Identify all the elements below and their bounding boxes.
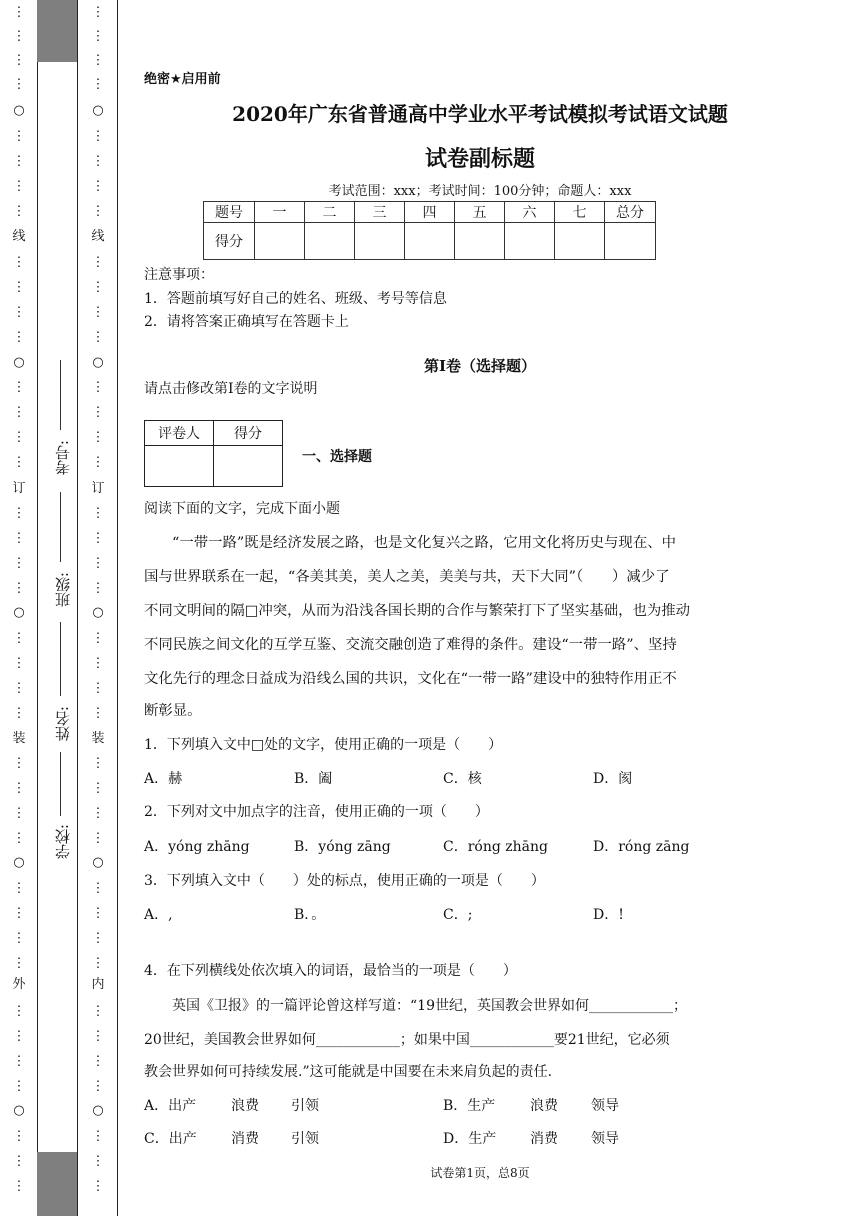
- page-footer: 试卷第1页，总8页: [430, 1166, 530, 1180]
- score-table-col: 二: [305, 202, 355, 223]
- seal-label-ding: 订: [91, 481, 105, 496]
- option-word: 领导: [591, 1131, 619, 1147]
- seal-dots: ⋮: [91, 531, 105, 546]
- seal-dots: ⋮: [91, 305, 105, 320]
- seal-label-line: 线: [91, 229, 105, 244]
- notes-item: 2．请将答案正确填写在答题卡上: [144, 314, 349, 330]
- seal-dots: ⋮: [12, 956, 26, 971]
- seal-dots: ⋮: [12, 1054, 26, 1069]
- seal-dots: ⋮: [12, 77, 26, 92]
- option-word: 消费: [231, 1131, 259, 1147]
- seal-dots: ⋮: [91, 455, 105, 470]
- option-word: 消费: [530, 1131, 558, 1147]
- seal-dots: ⋮: [91, 956, 105, 971]
- option-b[interactable]: B．。: [294, 907, 326, 923]
- score-table-col: 一: [255, 202, 305, 223]
- option-b[interactable]: B．yóng zāng: [294, 839, 391, 855]
- question-stem: 2．下列对文中加点字的注音，使用正确的一项（ ）: [144, 804, 489, 820]
- seal-dots: ⋮: [12, 53, 26, 68]
- seal-dots: ⋮: [12, 154, 26, 169]
- grader-reviewer-label: 评卷人: [145, 421, 214, 446]
- grader-reviewer-cell[interactable]: [145, 446, 214, 487]
- seal-circle: ○: [13, 605, 25, 620]
- passage-line: 断彰显。: [144, 703, 202, 719]
- score-table: [203, 201, 656, 260]
- seal-dots: ⋮: [91, 906, 105, 921]
- outer-seal-column: [9, 0, 29, 1216]
- seal-dots: ⋮: [12, 179, 26, 194]
- seal-circle: ○: [13, 1103, 25, 1118]
- seal-circle: ○: [92, 855, 104, 870]
- seal-label-line: 线: [12, 229, 26, 244]
- seal-dots: ⋮: [12, 280, 26, 295]
- seal-circle: ○: [92, 1103, 104, 1118]
- option-a[interactable]: A．yóng zhāng: [144, 839, 250, 855]
- option-word: D．生产: [443, 1131, 497, 1147]
- seal-dots: ⋮: [12, 255, 26, 270]
- seal-dots: ⋮: [91, 53, 105, 68]
- score-table-col: 五: [455, 202, 505, 223]
- binding-grey-band-top: [37, 0, 77, 62]
- seal-dots: ⋮: [91, 430, 105, 445]
- exam-title: 2020年广东省普通高中学业水平考试模拟考试语文试题: [232, 102, 728, 126]
- exam-no-label: 考号:: [54, 440, 72, 476]
- seal-label-zhuang: 装: [91, 731, 105, 746]
- name-label: 姓名:: [54, 706, 72, 742]
- option-b[interactable]: B．阖: [294, 771, 333, 787]
- passage-line: 国与世界联系在一起，“各美其美，美人之美，美美与共，天下大同”（ ）减少了: [144, 569, 670, 585]
- seal-dots: ⋮: [91, 581, 105, 596]
- part1-description[interactable]: 请点击修改第I卷的文字说明: [144, 381, 318, 397]
- score-table-col: 六: [505, 202, 555, 223]
- option-word: 浪费: [530, 1098, 558, 1114]
- reading-instruction: 阅读下面的文字，完成下面小题: [144, 501, 340, 517]
- seal-dots: ⋮: [91, 556, 105, 571]
- seal-dots: ⋮: [91, 280, 105, 295]
- class-line[interactable]: [60, 492, 61, 562]
- seal-dots: ⋮: [12, 756, 26, 771]
- seal-dots: ⋮: [12, 1079, 26, 1094]
- q4-passage-line: 教会世界如何可持续发展.”这可能就是中国要在未来肩负起的责任.: [144, 1064, 553, 1080]
- seal-dots: ⋮: [91, 179, 105, 194]
- seal-dots: ⋮: [91, 831, 105, 846]
- seal-dots: ⋮: [12, 581, 26, 596]
- seal-dots: ⋮: [12, 380, 26, 395]
- seal-label-wai: 外: [12, 977, 26, 992]
- grader-score-cell[interactable]: [214, 446, 283, 487]
- seal-dots: ⋮: [91, 204, 105, 219]
- inner-seal-column: [88, 0, 108, 1216]
- seal-circle: ○: [92, 103, 104, 118]
- seal-dots: ⋮: [12, 631, 26, 646]
- score-table-col: 七: [555, 202, 605, 223]
- option-c[interactable]: C．;: [443, 907, 473, 923]
- option-word: B．生产: [443, 1098, 496, 1114]
- seal-dots: ⋮: [12, 430, 26, 445]
- score-table-row-label: 得分: [204, 223, 255, 260]
- school-line[interactable]: [60, 752, 61, 816]
- score-cell[interactable]: [555, 223, 605, 260]
- option-word: 引领: [291, 1131, 319, 1147]
- seal-dots: ⋮: [12, 330, 26, 345]
- seal-circle: ○: [13, 355, 25, 370]
- option-a[interactable]: A．,: [144, 907, 173, 923]
- seal-dots: ⋮: [91, 756, 105, 771]
- score-cell[interactable]: [255, 223, 305, 260]
- seal-circle: ○: [92, 355, 104, 370]
- seal-dots: ⋮: [12, 455, 26, 470]
- seal-dots: ⋮: [91, 77, 105, 92]
- score-cell[interactable]: [505, 223, 555, 260]
- seal-dots: ⋮: [12, 5, 26, 20]
- q4-passage-line: 英国《卫报》的一篇评论曾这样写道：“19世纪，英国教会世界如何____________；: [172, 998, 687, 1014]
- seal-label-ding: 订: [12, 481, 26, 496]
- exam-subtitle: 试卷副标题: [424, 146, 535, 172]
- passage-line: 不同文明间的隔□冲突，从而为沿浅各国长期的合作与繁荣打下了坚实基础，也为推动: [144, 603, 691, 619]
- option-word: A．出产: [144, 1098, 197, 1114]
- score-table-header-label: 题号: [204, 202, 255, 223]
- option-a[interactable]: A．赫: [144, 771, 183, 787]
- seal-dots: ⋮: [91, 1004, 105, 1019]
- grader-score-label: 得分: [214, 421, 283, 446]
- score-cell[interactable]: [355, 223, 405, 260]
- seal-dots: ⋮: [12, 1004, 26, 1019]
- seal-dots: ⋮: [12, 531, 26, 546]
- seal-dots: ⋮: [12, 556, 26, 571]
- binding-rail-left: [37, 0, 38, 1216]
- option-d[interactable]: D．!: [593, 907, 624, 923]
- score-table-col: 总分: [605, 202, 656, 223]
- name-line[interactable]: [60, 622, 61, 696]
- seal-dots: ⋮: [12, 781, 26, 796]
- seal-dots: ⋮: [12, 831, 26, 846]
- passage-line: “一带一路”既是经济发展之路，也是文化复兴之路，它用文化将历史与现在、中: [172, 535, 676, 551]
- score-cell[interactable]: [405, 223, 455, 260]
- score-table-col: 三: [355, 202, 405, 223]
- page-content-border: [117, 0, 118, 1216]
- seal-dots: ⋮: [12, 1179, 26, 1194]
- seal-circle: ○: [13, 855, 25, 870]
- seal-dots: ⋮: [12, 881, 26, 896]
- seal-dots: ⋮: [12, 931, 26, 946]
- binding-rail-right: [77, 0, 78, 1216]
- seal-dots: ⋮: [91, 631, 105, 646]
- option-c[interactable]: C．核: [443, 771, 482, 787]
- option-c[interactable]: [144, 1128, 319, 1148]
- confidential-mark: 绝密★启用前: [144, 72, 221, 87]
- option-c[interactable]: C．róng zhāng: [443, 839, 548, 855]
- school-label: 学校:: [54, 824, 72, 860]
- seal-dots: ⋮: [91, 5, 105, 20]
- seal-dots: ⋮: [91, 656, 105, 671]
- score-cell[interactable]: [455, 223, 505, 260]
- grader-table: [144, 420, 283, 487]
- notes-item: 1．答题前填写好自己的姓名、班级、考号等信息: [144, 291, 447, 307]
- seal-dots: ⋮: [12, 906, 26, 921]
- seal-circle: ○: [13, 103, 25, 118]
- binding-grey-band-bottom: [37, 1152, 77, 1216]
- seal-dots: ⋮: [12, 405, 26, 420]
- seal-dots: ⋮: [91, 1179, 105, 1194]
- score-cell[interactable]: [605, 223, 656, 260]
- class-label: 班级:: [54, 572, 72, 608]
- question-stem: 1．下列填入文中□处的文字，使用正确的一项是（ ）: [144, 737, 503, 753]
- seal-dots: ⋮: [91, 1129, 105, 1144]
- seal-dots: ⋮: [91, 781, 105, 796]
- notes-heading: 注意事项：: [144, 267, 214, 283]
- seal-dots: ⋮: [91, 806, 105, 821]
- seal-dots: ⋮: [12, 706, 26, 721]
- seal-dots: ⋮: [12, 1154, 26, 1169]
- option-word: 引领: [291, 1098, 319, 1114]
- seal-dots: ⋮: [91, 330, 105, 345]
- exam-info: 考试范围：xxx；考试时间：100分钟；命题人：xxx: [328, 184, 632, 199]
- option-word: 浪费: [231, 1098, 259, 1114]
- seal-dots: ⋮: [91, 405, 105, 420]
- seal-dots: ⋮: [12, 129, 26, 144]
- seal-dots: ⋮: [91, 129, 105, 144]
- option-d[interactable]: [443, 1128, 619, 1148]
- seal-dots: ⋮: [91, 29, 105, 44]
- seal-dots: ⋮: [91, 1154, 105, 1169]
- seal-label-zhuang: 装: [12, 731, 26, 746]
- option-b[interactable]: [443, 1095, 619, 1115]
- seal-dots: ⋮: [12, 305, 26, 320]
- seal-dots: ⋮: [91, 1079, 105, 1094]
- seal-dots: ⋮: [12, 29, 26, 44]
- seal-dots: ⋮: [91, 931, 105, 946]
- seal-dots: ⋮: [12, 1029, 26, 1044]
- seal-dots: ⋮: [12, 204, 26, 219]
- seal-label-nei: 内: [91, 977, 105, 992]
- passage-line: 不同民族之间文化的互学互鉴、交流交融创造了难得的条件。建设“一带一路”、坚持: [144, 637, 677, 653]
- option-d[interactable]: D．阂: [593, 771, 633, 787]
- seal-dots: ⋮: [91, 255, 105, 270]
- seal-dots: ⋮: [12, 806, 26, 821]
- section-heading: 一、选择题: [302, 449, 372, 465]
- seal-dots: ⋮: [91, 1054, 105, 1069]
- option-d[interactable]: D．róng zāng: [593, 839, 690, 855]
- question-stem: 3．下列填入文中（ ）处的标点，使用正确的一项是（ ）: [144, 873, 545, 889]
- option-word: C．出产: [144, 1131, 197, 1147]
- seal-dots: ⋮: [91, 706, 105, 721]
- option-a[interactable]: [144, 1095, 319, 1115]
- seal-dots: ⋮: [12, 656, 26, 671]
- q4-passage-line: 20世纪，美国教会世界如何____________；如果中国____________要21世纪，它必须: [144, 1032, 670, 1048]
- seal-dots: ⋮: [91, 380, 105, 395]
- option-word: 领导: [591, 1098, 619, 1114]
- seal-dots: ⋮: [91, 1029, 105, 1044]
- seal-circle: ○: [92, 605, 104, 620]
- seal-dots: ⋮: [91, 681, 105, 696]
- seal-dots: ⋮: [91, 154, 105, 169]
- binding-margin: [0, 0, 105, 1216]
- exam-no-line[interactable]: [60, 360, 61, 430]
- question-stem: 4．在下列横线处依次填入的词语，最恰当的一项是（ ）: [144, 963, 517, 979]
- seal-dots: ⋮: [12, 506, 26, 521]
- seal-dots: ⋮: [91, 506, 105, 521]
- passage-line: 文化先行的理念日益成为沿线么国的共识，文化在“一带一路”建设中的独特作用正不: [144, 671, 677, 687]
- seal-dots: ⋮: [12, 1129, 26, 1144]
- seal-dots: ⋮: [12, 681, 26, 696]
- part1-title: 第I卷（选择题）: [423, 357, 537, 375]
- score-table-col: 四: [405, 202, 455, 223]
- seal-dots: ⋮: [91, 881, 105, 896]
- score-cell[interactable]: [305, 223, 355, 260]
